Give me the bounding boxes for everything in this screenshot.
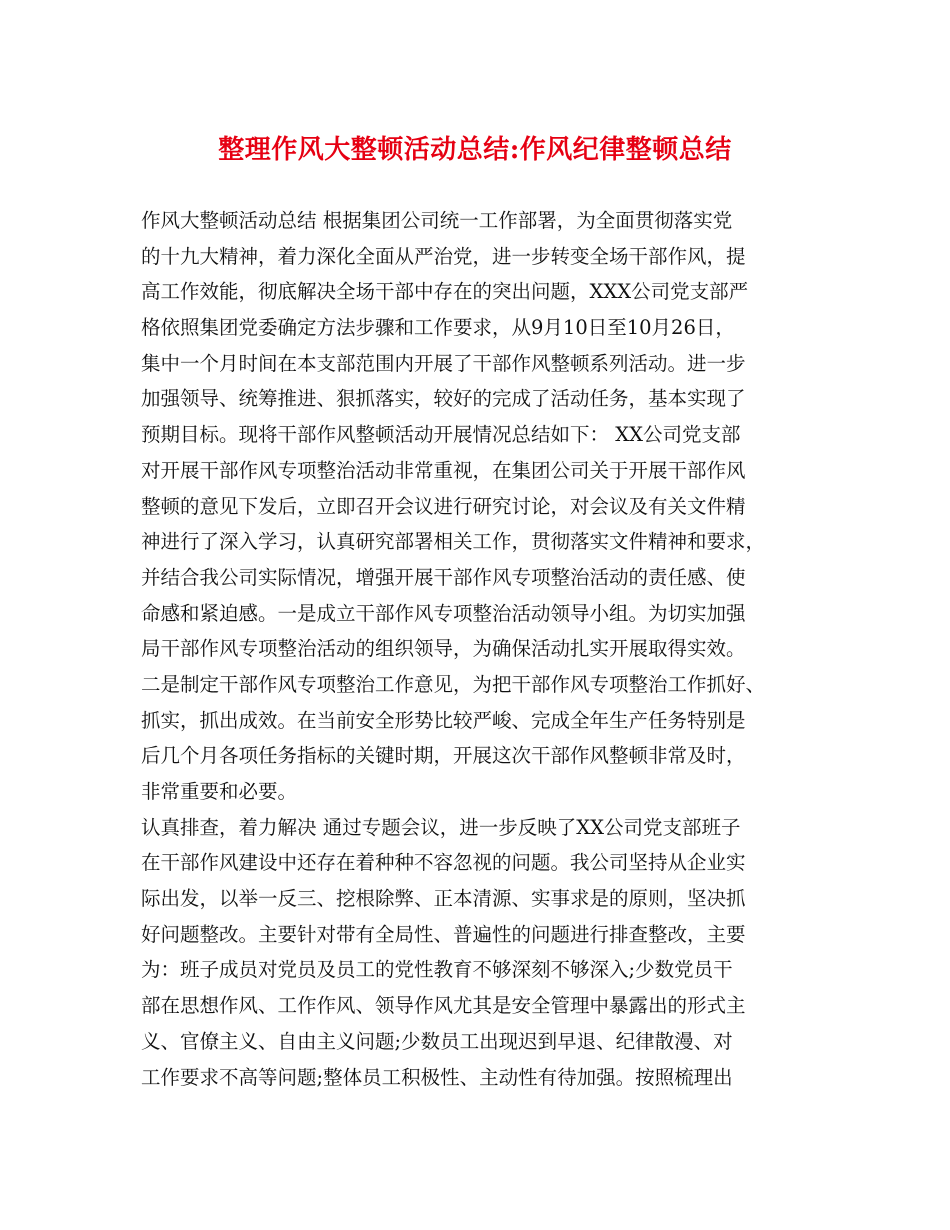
body-line: 命感和紧迫感。一是成立干部作风专项整治活动领导小组。为切实加强	[141, 601, 746, 625]
body-line: 抓实，抓出成效。在当前安全形势比较严峻、完成全年生产任务特别是	[141, 708, 746, 732]
body-line: 工作要求不高等问题;整体员工积极性、主动性有待加强。按照梳理出	[141, 1065, 733, 1089]
body-line: 加强领导、统筹推进、狠抓落实，较好的完成了活动任务，基本实现了	[141, 387, 746, 411]
body-line: 在干部作风建设中还存在着种种不容忽视的问题。我公司坚持从企业实	[141, 851, 746, 875]
body-line: 格依照集团党委确定方法步骤和工作要求，从9月10日至10月26日，	[141, 316, 735, 340]
body-line: 际出发，以举一反三、挖根除弊、正本清源、实事求是的原则，坚决抓	[141, 887, 746, 911]
body-line: 认真排查，着力解决 通过专题会议，进一步反映了XX公司党支部班子	[141, 815, 741, 839]
document-body	[141, 203, 813, 1095]
body-line: 作风大整顿活动总结 根据集团公司统一工作部署，为全面贯彻落实党	[141, 209, 733, 232]
body-line: 义、官僚主义、自由主义问题;少数员工出现迟到早退、纪律散漫、对	[141, 1029, 733, 1053]
body-line: 高工作效能，彻底解决全场干部中存在的突出问题，XXX公司党支部严	[141, 280, 749, 304]
body-line: 整顿的意见下发后，立即召开会议进行研究讨论，对会议及有关文件精	[141, 494, 746, 518]
body-line: 非常重要和必要。	[141, 780, 298, 803]
body-line: 局干部作风专项整治活动的组织领导，为确保活动扎实开展取得实效。	[141, 637, 746, 661]
body-line: 好问题整改。主要针对带有全局性、普遍性的问题进行排查整改，主要	[141, 922, 746, 946]
document-title: 整理作风大整顿活动总结:作风纪律整顿总结	[218, 135, 732, 165]
body-line: 神进行了深入学习，认真研究部署相关工作，贯彻落实文件精神和要求，	[141, 530, 766, 554]
body-line: 并结合我公司实际情况，增强开展干部作风专项整治活动的责任感、使	[141, 565, 746, 589]
body-line: 二是制定干部作风专项整治工作意见，为把干部作风专项整治工作抓好、	[141, 672, 766, 696]
body-line: 预期目标。现将干部作风整顿活动开展情况总结如下： XX公司党支部	[141, 423, 741, 447]
body-line: 的十九大精神，着力深化全面从严治党，进一步转变全场干部作风，提	[141, 244, 746, 268]
body-line: 集中一个月时间在本支部范围内开展了干部作风整顿系列活动。进一步	[141, 351, 746, 375]
body-line: 对开展干部作风专项整治活动非常重视，在集团公司关于开展干部作风	[141, 458, 746, 482]
body-line: 后几个月各项任务指标的关键时期，开展这次干部作风整顿非常及时，	[141, 744, 746, 768]
body-line: 部在思想作风、工作作风、领导作风尤其是安全管理中暴露出的形式主	[141, 994, 746, 1018]
body-line: 为：班子成员对党员及员工的党性教育不够深刻不够深入;少数党员干	[141, 958, 733, 982]
